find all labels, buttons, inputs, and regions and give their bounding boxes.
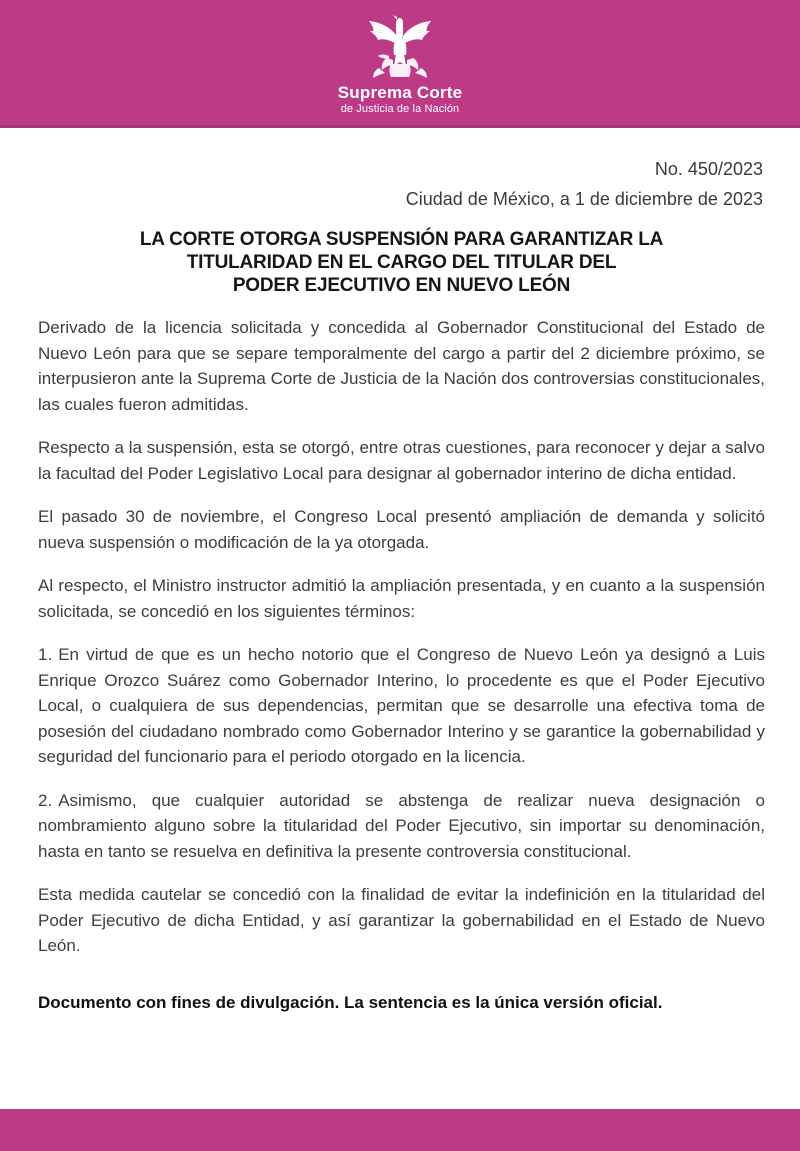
disclaimer-note: Documento con fines de divulgación. La sentencia es la única versión oficial. [38,992,663,1012]
footer-banner [0,1109,800,1151]
numbered-item-1 [38,642,765,770]
numbered-item-2-text: Asimismo, que cualquier autoridad se abstenga de realizar nueva designación o nombramiento alguno sobre la titularidad del Poder Ejecutivo, sin importar su denominación, hasta en tanto se resuelva en definitiva la presente controversia constitucional. [38,790,765,861]
numbered-item-1-text: En virtud de que es un hecho notorio que el Congreso de Nuevo León ya designó a Luis Enrique Orozco Suárez como Gobernador Interino, lo procedente es que el Poder Ejecutivo Local, o cualquiera de sus dependencias, permitan que se desarrolle una efectiva toma de posesión del ciudadano nombrado como Gobernador Interino y se garantice la gobernabilidad y seguridad del funcionario para el periodo otorgado en la licencia. [38,645,765,766]
body-paragraph-1: Derivado de la licencia solicitada y concedida al Gobernador Constitucional del Estado de Nuevo León para que se separe temporalmente del cargo a partir del 2 diciembre próximo, se interpusieron ante la Suprema Corte de Justicia de la Nación dos controversias constitucionales, las cuales fueron admitidas. [38,318,765,414]
page-title [38,228,765,297]
page-title-line-3: PODER EJECUTIVO EN NUEVO LEÓN [232,275,571,296]
body-paragraph-4: Al respecto, el Ministro instructor admitió la ampliación presentada, y en cuanto a la suspensión solicitada, se concedió en los siguientes términos: [38,576,765,621]
bottom-spacer [38,1015,765,1033]
logo-secondary-text: de Justicia de la Nación [340,103,460,115]
page-title-line-2: TITULARIDAD EN EL CARGO DEL TITULAR DEL [186,252,617,273]
logo-primary-text: Suprema Corte [337,83,463,102]
numbered-item-2-label: 2. [38,790,53,810]
document-place-date: Ciudad de México, a 1 de diciembre de 2023 [405,189,763,209]
header-banner [0,0,800,128]
court-logo-text [338,83,462,116]
document-number: No. 450/2023 [654,159,763,179]
body-paragraph-3: El pasado 30 de noviembre, el Congreso Local presentó ampliación de demanda y solicitó nueva suspensión o modificación de la ya otorgada. [38,507,765,552]
mexican-eagle-emblem [361,10,439,82]
body-paragraph-2: Respecto a la suspensión, esta se otorgó, entre otras cuestiones, para reconocer y dejar a salvo la facultad del Poder Legislativo Local para designar al gobernador interino de dicha entidad. [38,438,765,483]
closing-paragraph: Esta medida cautelar se concedió con la finalidad de evitar la indefinición en la titularidad del Poder Ejecutivo de dicha Entidad, y así garantizar la gobernabilidad en el Estado de Nuevo León. [38,885,765,955]
numbered-item-1-label: 1. [38,645,53,664]
document-content [0,128,800,1109]
numbered-item-2 [38,788,765,865]
page-title-line-1: LA CORTE OTORGA SUSPENSIÓN PARA GARANTIZAR LA [139,229,664,250]
